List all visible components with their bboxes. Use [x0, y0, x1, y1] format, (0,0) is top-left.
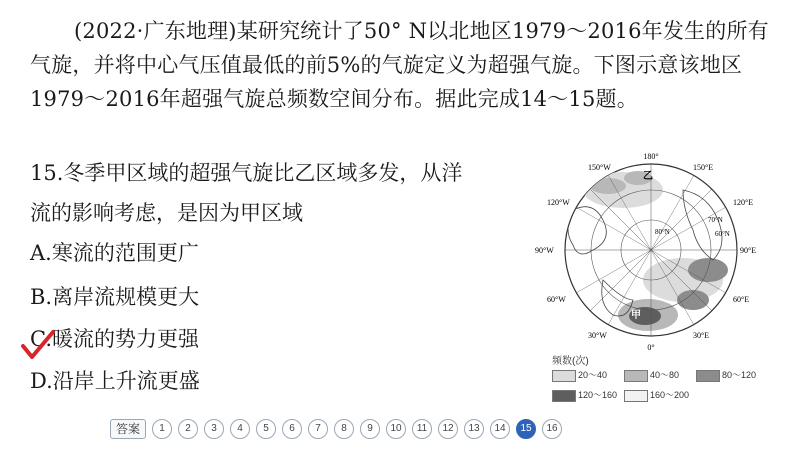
page-5-button[interactable]: 5 — [256, 419, 276, 439]
page-6-button[interactable]: 6 — [282, 419, 302, 439]
legend-title: 频数(次) — [552, 356, 589, 367]
legend-swatch — [552, 390, 576, 402]
page-14-button[interactable]: 14 — [490, 419, 510, 439]
pager-pages — [152, 419, 562, 439]
intro-paragraph: (2022·广东地理)某研究统计了50° N以北地区1979～2016年发生的所有气旋，并将中心气压值最低的前5%的气旋定义为超强气旋。下图示意该地区1979～2016年超强气旋总频数空间分布。据此完成14～15题。 — [30, 19, 769, 111]
label-180: 180° — [643, 152, 659, 161]
legend-item — [624, 368, 679, 382]
label-80n: 80°N — [655, 228, 670, 236]
option-d[interactable]: D.沿岸上升流更盛 — [30, 369, 200, 393]
page-1-button[interactable]: 1 — [152, 419, 172, 439]
label-60w: 60°W — [547, 295, 566, 304]
question-line-2: 流的影响考虑，是因为甲区域 — [30, 201, 303, 225]
zone-shade — [688, 258, 728, 282]
legend-swatch — [624, 390, 648, 402]
legend-label: 120～160 — [578, 390, 618, 400]
label-60e: 60°E — [733, 295, 750, 304]
page-13-button[interactable]: 13 — [464, 419, 484, 439]
legend-item — [696, 368, 756, 382]
legend-label: 20～40 — [578, 370, 608, 380]
question-pager — [110, 418, 562, 440]
page-9-button[interactable]: 9 — [360, 419, 380, 439]
label-150e: 150°E — [693, 163, 714, 172]
legend-swatch — [552, 370, 576, 382]
page-10-button[interactable]: 10 — [386, 419, 406, 439]
label-90e: 90°E — [740, 246, 757, 255]
legend-item — [552, 388, 617, 402]
page-11-button[interactable]: 11 — [412, 419, 432, 439]
legend-item — [624, 388, 689, 402]
page-3-button[interactable]: 3 — [204, 419, 224, 439]
legend-label: 80～120 — [722, 370, 757, 380]
label-0: 0° — [647, 343, 655, 352]
label-30w: 30°W — [588, 331, 607, 340]
page-2-button[interactable]: 2 — [178, 419, 198, 439]
map-legend — [552, 366, 782, 406]
page-8-button[interactable]: 8 — [334, 419, 354, 439]
option-c[interactable]: C.暖流的势力更强 — [30, 327, 199, 351]
page-12-button[interactable]: 12 — [438, 419, 458, 439]
region-jia-label: 甲 — [631, 310, 641, 321]
label-60n: 60°N — [715, 230, 730, 238]
question-line-1: 15.冬季甲区域的超强气旋比乙区域多发，从洋 — [30, 161, 463, 185]
page-7-button[interactable]: 7 — [308, 419, 328, 439]
option-b[interactable]: B.离岸流规模更大 — [30, 285, 200, 309]
label-120w: 120°W — [547, 198, 570, 207]
label-30e: 30°E — [693, 331, 710, 340]
option-a[interactable]: A.寒流的范围更广 — [30, 241, 199, 265]
page-15-button[interactable]: 15 — [516, 419, 536, 439]
legend-label: 40～80 — [650, 370, 680, 380]
legend-label: 160～200 — [650, 390, 690, 400]
page-4-button[interactable]: 4 — [230, 419, 250, 439]
label-70n: 70°N — [708, 216, 723, 224]
legend-swatch — [624, 370, 648, 382]
polar-map — [533, 150, 773, 360]
page-16-button[interactable]: 16 — [542, 419, 562, 439]
answer-button[interactable]: 答案 — [110, 419, 146, 439]
legend-item — [552, 368, 607, 382]
region-yi-label: 乙 — [643, 171, 653, 182]
legend-swatch — [696, 370, 720, 382]
label-90w: 90°W — [535, 246, 554, 255]
polar-map-svg — [533, 150, 773, 360]
label-150w: 150°W — [588, 163, 611, 172]
label-120e: 120°E — [733, 198, 754, 207]
zone-shade — [590, 178, 626, 194]
correct-check-icon — [20, 330, 56, 360]
